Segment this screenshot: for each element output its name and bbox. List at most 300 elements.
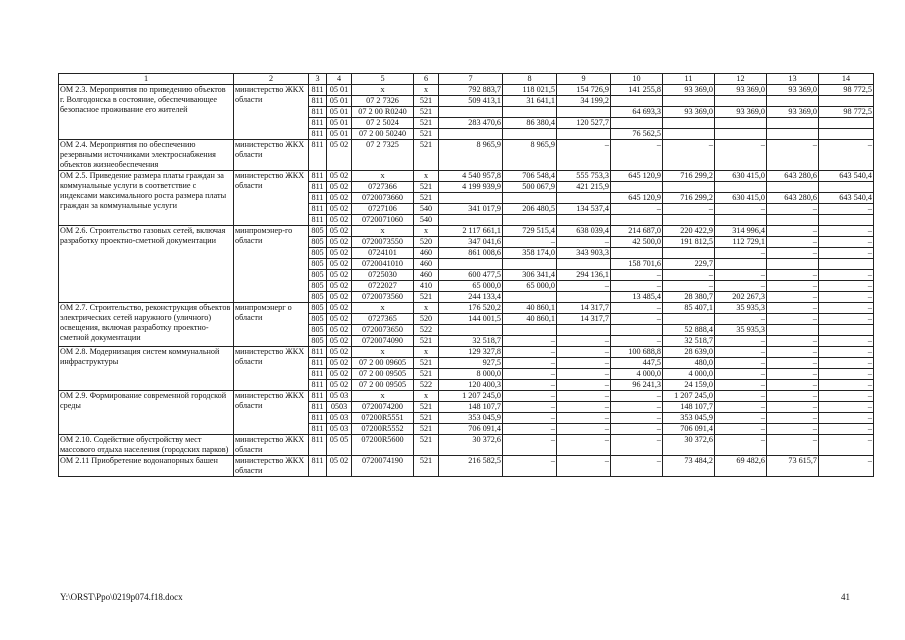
value-cell: 811 — [309, 402, 327, 413]
value-cell: – — [715, 314, 767, 325]
value-cell: 521 — [414, 193, 439, 204]
value-cell — [767, 129, 819, 140]
value-cell: 0722027 — [352, 281, 414, 292]
value-cell — [767, 325, 819, 336]
value-cell: 521 — [414, 107, 439, 118]
value-cell: 811 — [309, 347, 327, 358]
value-cell: 805 — [309, 248, 327, 259]
value-cell: – — [819, 402, 874, 413]
value-cell: – — [767, 314, 819, 325]
value-cell: – — [503, 380, 557, 391]
value-cell: x — [352, 303, 414, 314]
value-cell: – — [611, 270, 663, 281]
value-cell: 191 812,5 — [663, 237, 715, 248]
column-number: 1 — [59, 74, 234, 85]
value-cell — [557, 107, 611, 118]
value-cell — [503, 325, 557, 336]
value-cell: 0727106 — [352, 204, 414, 215]
value-cell — [715, 215, 767, 226]
value-cell: – — [819, 347, 874, 358]
value-cell: 05 02 — [327, 259, 352, 270]
value-cell: 148 107,7 — [663, 402, 715, 413]
value-cell: 811 — [309, 140, 327, 171]
value-cell: 4 000,0 — [611, 369, 663, 380]
value-cell: – — [503, 336, 557, 347]
value-cell: 05 01 — [327, 118, 352, 129]
value-cell: 410 — [414, 281, 439, 292]
value-cell — [557, 129, 611, 140]
value-cell: – — [819, 314, 874, 325]
column-number: 10 — [611, 74, 663, 85]
value-cell: 98 772,5 — [819, 85, 874, 96]
value-cell: 555 753,3 — [557, 171, 611, 182]
value-cell: – — [819, 237, 874, 248]
value-cell: 811 — [309, 358, 327, 369]
value-cell: 0727366 — [352, 182, 414, 193]
value-cell: – — [767, 347, 819, 358]
value-cell: 460 — [414, 270, 439, 281]
value-cell: – — [715, 358, 767, 369]
value-cell: 05 02 — [327, 215, 352, 226]
value-cell: 643 280,6 — [767, 193, 819, 204]
value-cell — [439, 193, 503, 204]
value-cell: – — [557, 369, 611, 380]
value-cell: 98 772,5 — [819, 107, 874, 118]
table-row — [59, 303, 874, 314]
value-cell: 176 520,2 — [439, 303, 503, 314]
value-cell: – — [715, 380, 767, 391]
value-cell: – — [715, 424, 767, 435]
value-cell: 643 540,4 — [819, 171, 874, 182]
value-cell: 520 — [414, 237, 439, 248]
value-cell: 283 470,6 — [439, 118, 503, 129]
value-cell: 347 041,6 — [439, 237, 503, 248]
value-cell: – — [767, 336, 819, 347]
value-cell: 05 01 — [327, 129, 352, 140]
value-cell: – — [819, 303, 874, 314]
value-cell: 216 582,5 — [439, 456, 503, 477]
measure-name-cell: ОМ 2.10. Содействие обустройству мест массового отдыха населения (городских парков) — [59, 435, 234, 456]
value-cell — [503, 193, 557, 204]
value-cell: – — [611, 314, 663, 325]
value-cell: – — [503, 456, 557, 477]
value-cell: – — [767, 369, 819, 380]
value-cell: – — [503, 358, 557, 369]
table-row — [59, 435, 874, 456]
value-cell: 805 — [309, 314, 327, 325]
value-cell: 811 — [309, 424, 327, 435]
value-cell: – — [611, 424, 663, 435]
table-body — [59, 74, 874, 477]
value-cell: 792 883,7 — [439, 85, 503, 96]
value-cell: 28 639,0 — [663, 347, 715, 358]
value-cell: 811 — [309, 193, 327, 204]
value-cell: 05 02 — [327, 140, 352, 171]
value-cell: – — [557, 456, 611, 477]
executor-cell: минпромэнерг о области — [234, 303, 309, 347]
value-cell: 07 2 00 09605 — [352, 358, 414, 369]
value-cell: – — [767, 281, 819, 292]
value-cell — [503, 215, 557, 226]
column-number: 9 — [557, 74, 611, 85]
page-number: 41 — [841, 592, 850, 602]
value-cell: 421 215,9 — [557, 182, 611, 193]
value-cell: 540 — [414, 204, 439, 215]
executor-cell: министерство ЖКХ области — [234, 456, 309, 477]
value-cell — [767, 259, 819, 270]
value-cell: 294 136,1 — [557, 270, 611, 281]
value-cell: – — [767, 237, 819, 248]
value-cell: 05 02 — [327, 380, 352, 391]
value-cell — [503, 259, 557, 270]
value-cell: 35 935,3 — [715, 325, 767, 336]
value-cell: 522 — [414, 380, 439, 391]
value-cell: 500 067,9 — [503, 182, 557, 193]
value-cell: 220 422,9 — [663, 226, 715, 237]
value-cell: 65 000,0 — [503, 281, 557, 292]
value-cell — [715, 118, 767, 129]
value-cell: 76 562,5 — [611, 129, 663, 140]
value-cell: 521 — [414, 129, 439, 140]
value-cell: 460 — [414, 248, 439, 259]
value-cell: – — [767, 391, 819, 402]
value-cell: 05 03 — [327, 391, 352, 402]
value-cell: 645 120,9 — [611, 171, 663, 182]
measure-name-cell: ОМ 2.7. Строительство, реконструкция объектов электрических сетей наружного (уличного) освещения, включая разработку проектно-сметной документации — [59, 303, 234, 347]
value-cell: – — [767, 380, 819, 391]
value-cell: – — [503, 424, 557, 435]
value-cell: – — [767, 358, 819, 369]
value-cell: – — [819, 292, 874, 303]
value-cell — [439, 325, 503, 336]
value-cell: – — [819, 391, 874, 402]
value-cell: – — [611, 303, 663, 314]
measure-name-cell: ОМ 2.9. Формирование современной городской среды — [59, 391, 234, 435]
value-cell: 32 518,7 — [439, 336, 503, 347]
value-cell: – — [503, 435, 557, 456]
value-cell: 353 045,9 — [439, 413, 503, 424]
value-cell: – — [503, 369, 557, 380]
measure-name-cell: ОМ 2.3. Мероприятия по приведению объектов г. Волгодонска в состояние, обеспечивающее безопасное проживание его жителей — [59, 85, 234, 140]
value-cell: 522 — [414, 325, 439, 336]
value-cell — [557, 292, 611, 303]
value-cell: – — [611, 413, 663, 424]
value-cell: 521 — [414, 292, 439, 303]
value-cell: 244 133,4 — [439, 292, 503, 303]
value-cell: 811 — [309, 182, 327, 193]
budget-table — [58, 73, 874, 477]
value-cell: – — [557, 413, 611, 424]
value-cell: 811 — [309, 215, 327, 226]
value-cell: – — [503, 413, 557, 424]
value-cell: 521 — [414, 336, 439, 347]
value-cell — [503, 129, 557, 140]
value-cell: 0720073650 — [352, 325, 414, 336]
value-cell — [767, 118, 819, 129]
value-cell — [663, 182, 715, 193]
value-cell: 86 380,4 — [503, 118, 557, 129]
value-cell: 05 02 — [327, 237, 352, 248]
value-cell: 52 888,4 — [663, 325, 715, 336]
value-cell — [715, 259, 767, 270]
value-cell: 05 03 — [327, 424, 352, 435]
value-cell: 148 107,7 — [439, 402, 503, 413]
value-cell — [663, 129, 715, 140]
value-cell: 28 380,7 — [663, 292, 715, 303]
value-cell: 811 — [309, 391, 327, 402]
value-cell: 8 000,0 — [439, 369, 503, 380]
value-cell: – — [715, 413, 767, 424]
value-cell: – — [767, 402, 819, 413]
value-cell: 05 02 — [327, 182, 352, 193]
value-cell: 805 — [309, 237, 327, 248]
value-cell: x — [414, 303, 439, 314]
value-cell: 35 935,3 — [715, 303, 767, 314]
value-cell: 811 — [309, 456, 327, 477]
value-cell — [819, 325, 874, 336]
value-cell: 05 02 — [327, 281, 352, 292]
value-cell: – — [767, 435, 819, 456]
value-cell: 229,7 — [663, 259, 715, 270]
value-cell — [819, 259, 874, 270]
value-cell: – — [611, 402, 663, 413]
value-cell: – — [715, 391, 767, 402]
table-row — [59, 226, 874, 237]
value-cell: 93 369,0 — [767, 85, 819, 96]
value-cell: – — [819, 456, 874, 477]
value-cell: – — [819, 270, 874, 281]
value-cell: 07200R5552 — [352, 424, 414, 435]
value-cell: – — [557, 281, 611, 292]
measure-name-cell: ОМ 2.5. Приведение размера платы граждан за коммунальные услуги в соответствие с индексами максимального роста размера платы граждан за коммунальные услуги — [59, 171, 234, 226]
table-row — [59, 391, 874, 402]
value-cell: 144 001,5 — [439, 314, 503, 325]
executor-cell: министерство ЖКХ области — [234, 85, 309, 140]
value-cell: 521 — [414, 358, 439, 369]
value-cell: 861 008,6 — [439, 248, 503, 259]
value-cell: 07 2 00 09505 — [352, 380, 414, 391]
value-cell: 05 01 — [327, 96, 352, 107]
value-cell: – — [715, 347, 767, 358]
value-cell: 34 199,2 — [557, 96, 611, 107]
value-cell: – — [611, 435, 663, 456]
value-cell: 521 — [414, 456, 439, 477]
value-cell: – — [715, 435, 767, 456]
value-cell: – — [715, 281, 767, 292]
value-cell: 706 548,4 — [503, 171, 557, 182]
value-cell: 521 — [414, 402, 439, 413]
value-cell: 521 — [414, 182, 439, 193]
value-cell: 521 — [414, 118, 439, 129]
value-cell: 05 02 — [327, 226, 352, 237]
column-number: 2 — [234, 74, 309, 85]
value-cell: 0720073560 — [352, 292, 414, 303]
value-cell: 100 688,8 — [611, 347, 663, 358]
value-cell: 805 — [309, 270, 327, 281]
value-cell: 05 02 — [327, 456, 352, 477]
value-cell: – — [767, 226, 819, 237]
value-cell — [439, 107, 503, 118]
value-cell: – — [767, 140, 819, 171]
measure-name-cell: ОМ 2.4. Мероприятия по обеспечению резервными источниками электроснабжения объектов жизнеобеспечения — [59, 140, 234, 171]
executor-cell: министерство ЖКХ области — [234, 347, 309, 391]
value-cell: – — [767, 413, 819, 424]
value-cell — [819, 129, 874, 140]
value-cell: 30 372,6 — [663, 435, 715, 456]
value-cell: 8 965,9 — [439, 140, 503, 171]
value-cell: 0503 — [327, 402, 352, 413]
value-cell: – — [557, 380, 611, 391]
value-cell: 24 159,0 — [663, 380, 715, 391]
value-cell: 811 — [309, 118, 327, 129]
value-cell: 73 615,7 — [767, 456, 819, 477]
value-cell: 32 518,7 — [663, 336, 715, 347]
value-cell: 706 091,4 — [663, 424, 715, 435]
value-cell: – — [503, 237, 557, 248]
value-cell: 8 965,9 — [503, 140, 557, 171]
value-cell: 729 515,4 — [503, 226, 557, 237]
value-cell: – — [819, 336, 874, 347]
value-cell: 05 02 — [327, 336, 352, 347]
value-cell — [819, 118, 874, 129]
value-cell: – — [767, 303, 819, 314]
value-cell: 112 729,1 — [715, 237, 767, 248]
table-row — [59, 456, 874, 477]
value-cell: 805 — [309, 303, 327, 314]
value-cell: 341 017,9 — [439, 204, 503, 215]
value-cell: – — [819, 424, 874, 435]
value-cell: 05 02 — [327, 171, 352, 182]
value-cell: – — [557, 391, 611, 402]
column-number: 5 — [352, 74, 414, 85]
value-cell: – — [767, 292, 819, 303]
value-cell: – — [663, 140, 715, 171]
value-cell — [611, 215, 663, 226]
column-number: 6 — [414, 74, 439, 85]
value-cell: – — [611, 140, 663, 171]
executor-cell: министерство ЖКХ области — [234, 391, 309, 435]
table-row — [59, 347, 874, 358]
value-cell — [663, 96, 715, 107]
value-cell: – — [663, 204, 715, 215]
value-cell — [557, 215, 611, 226]
value-cell: 05 02 — [327, 303, 352, 314]
value-cell: x — [414, 226, 439, 237]
measure-name-cell: ОМ 2.8. Модернизация систем коммунальной инфраструктуры — [59, 347, 234, 391]
value-cell — [663, 248, 715, 259]
value-cell: – — [715, 270, 767, 281]
value-cell: 521 — [414, 96, 439, 107]
value-cell: 805 — [309, 325, 327, 336]
value-cell — [503, 107, 557, 118]
value-cell: – — [663, 270, 715, 281]
value-cell: 05 01 — [327, 107, 352, 118]
value-cell — [819, 182, 874, 193]
value-cell: 706 091,4 — [439, 424, 503, 435]
value-cell: 811 — [309, 380, 327, 391]
value-cell: – — [611, 391, 663, 402]
value-cell — [767, 215, 819, 226]
value-cell: 05 05 — [327, 435, 352, 456]
value-cell — [557, 193, 611, 204]
value-cell: 40 860,1 — [503, 303, 557, 314]
value-cell: 811 — [309, 129, 327, 140]
value-cell — [611, 118, 663, 129]
value-cell — [557, 325, 611, 336]
value-cell: 521 — [414, 369, 439, 380]
executor-cell: министерство ЖКХ области — [234, 171, 309, 226]
value-cell: 120 527,7 — [557, 118, 611, 129]
value-cell: 540 — [414, 215, 439, 226]
value-cell: 93 369,0 — [663, 107, 715, 118]
value-cell: 40 860,1 — [503, 314, 557, 325]
value-cell — [611, 325, 663, 336]
value-cell: 630 415,0 — [715, 171, 767, 182]
value-cell — [663, 314, 715, 325]
value-cell: 638 039,4 — [557, 226, 611, 237]
value-cell: 0725030 — [352, 270, 414, 281]
value-cell: 1 207 245,0 — [663, 391, 715, 402]
value-cell: 0720073660 — [352, 193, 414, 204]
value-cell: – — [557, 424, 611, 435]
value-cell: – — [557, 237, 611, 248]
column-number: 14 — [819, 74, 874, 85]
value-cell: 460 — [414, 259, 439, 270]
value-cell: x — [352, 226, 414, 237]
value-cell: 927,5 — [439, 358, 503, 369]
value-cell: – — [663, 281, 715, 292]
value-cell: x — [352, 347, 414, 358]
value-cell: 65 000,0 — [439, 281, 503, 292]
value-cell — [611, 182, 663, 193]
value-cell: 0727365 — [352, 314, 414, 325]
value-cell: x — [414, 85, 439, 96]
value-cell: 716 299,2 — [663, 193, 715, 204]
value-cell: 141 255,8 — [611, 85, 663, 96]
value-cell: 129 327,8 — [439, 347, 503, 358]
value-cell: – — [557, 402, 611, 413]
value-cell: 805 — [309, 259, 327, 270]
value-cell: 93 369,0 — [767, 107, 819, 118]
value-cell: 630 415,0 — [715, 193, 767, 204]
value-cell: – — [715, 248, 767, 259]
value-cell: 0720074090 — [352, 336, 414, 347]
value-cell — [439, 215, 503, 226]
value-cell: 306 341,4 — [503, 270, 557, 281]
value-cell — [439, 259, 503, 270]
column-number: 11 — [663, 74, 715, 85]
value-cell: 31 641,1 — [503, 96, 557, 107]
value-cell: 202 267,3 — [715, 292, 767, 303]
value-cell: 0720041010 — [352, 259, 414, 270]
value-cell: 0720071060 — [352, 215, 414, 226]
value-cell: 05 02 — [327, 369, 352, 380]
value-cell: 05 02 — [327, 325, 352, 336]
value-cell: 93 369,0 — [715, 107, 767, 118]
value-cell: x — [352, 391, 414, 402]
value-cell: 05 02 — [327, 347, 352, 358]
value-cell: 118 021,5 — [503, 85, 557, 96]
measure-name-cell: ОМ 2.11 Приобретение водонапорных башен — [59, 456, 234, 477]
value-cell: 05 02 — [327, 193, 352, 204]
value-cell: 05 02 — [327, 270, 352, 281]
value-cell: 05 02 — [327, 314, 352, 325]
value-cell: 0720074190 — [352, 456, 414, 477]
value-cell — [819, 96, 874, 107]
executor-cell: министерство ЖКХ области — [234, 140, 309, 171]
value-cell: – — [715, 369, 767, 380]
value-cell: 805 — [309, 281, 327, 292]
